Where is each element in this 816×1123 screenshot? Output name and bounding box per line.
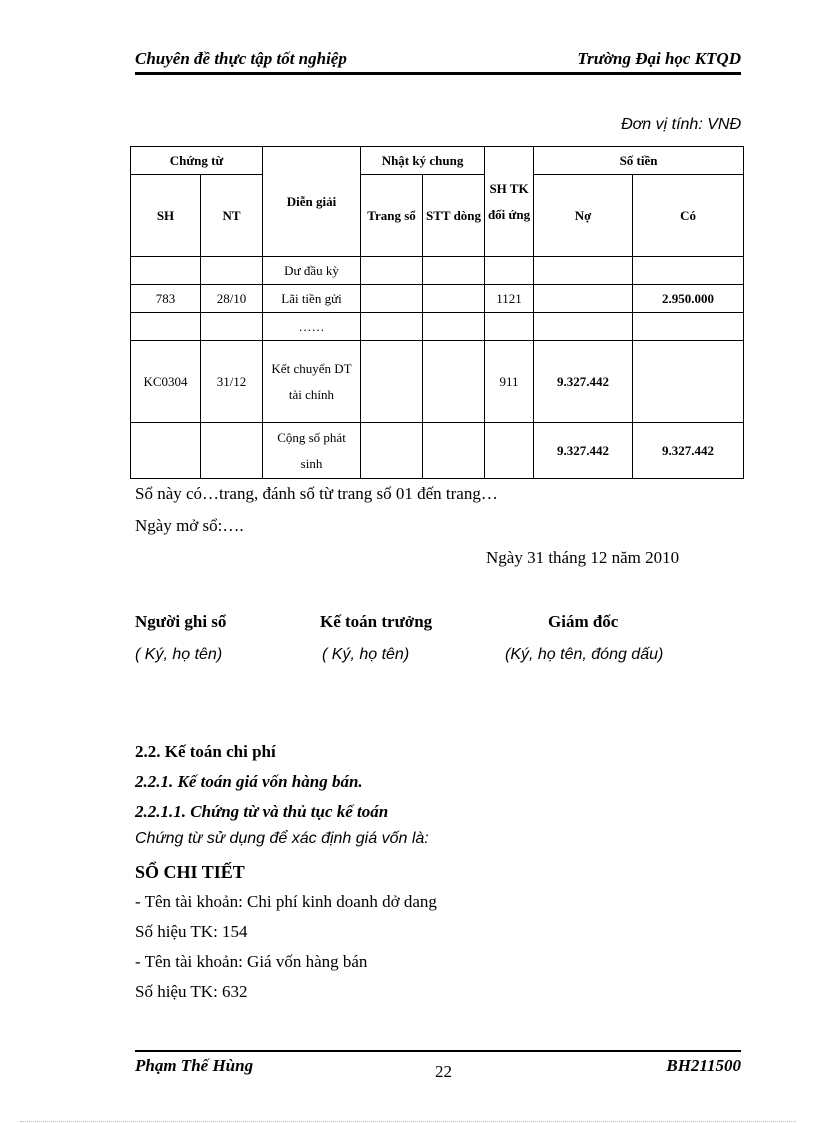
cell-diengiai: Cộng số phát sinh — [263, 423, 361, 479]
table-row — [131, 423, 744, 479]
cell-tk: 911 — [485, 341, 534, 423]
cell-stt — [423, 423, 485, 479]
th-chungtu: Chứng từ — [131, 147, 263, 175]
sign-date: Ngày 31 tháng 12 năm 2010 — [486, 548, 680, 567]
section-heading-2-2-1-1: 2.2.1.1. Chứng từ và thủ tục kế toán — [135, 802, 389, 821]
th-no: Nợ — [534, 175, 633, 257]
cell-sh — [131, 257, 201, 285]
cell-nt — [201, 423, 263, 479]
cell-co — [633, 341, 744, 423]
header-rule — [135, 74, 741, 75]
cell-diengiai: Dư đầu kỳ — [263, 257, 361, 285]
cell-trang — [361, 313, 423, 341]
cell-tk — [485, 423, 534, 479]
intro-text: Chứng từ sử dụng để xác định giá vốn là: — [135, 830, 429, 847]
cell-trang — [361, 423, 423, 479]
cell-sh: KC0304 — [131, 341, 201, 423]
cell-co — [633, 257, 744, 285]
th-trang: Trang sổ — [361, 175, 423, 257]
cell-sh — [131, 423, 201, 479]
signer-recorder: Người ghi sổ — [135, 612, 227, 631]
cell-nt: 28/10 — [201, 285, 263, 313]
footer-author: Phạm Thế Hùng — [135, 1056, 254, 1075]
signer-director-note: (Ký, họ tên, đóng dấu) — [505, 646, 664, 663]
th-diengiai: Diễn giải — [263, 147, 361, 257]
cell-stt — [423, 341, 485, 423]
signer-director: Giám đốc — [548, 612, 619, 631]
page-edge — [20, 1121, 796, 1122]
th-stt: STT dòng — [423, 175, 485, 257]
page-header — [135, 48, 741, 74]
ledger-title: SỔ CHI TIẾT — [135, 862, 245, 882]
cell-tk: 1121 — [485, 285, 534, 313]
page-footer — [135, 1050, 741, 1081]
footer-code: BH211500 — [666, 1056, 741, 1075]
cell-nt: 31/12 — [201, 341, 263, 423]
cell-trang — [361, 285, 423, 313]
th-sotien: Số tiền — [534, 147, 744, 175]
account-number-1: Số hiệu TK: 154 — [135, 922, 248, 941]
header-right: Trường Đại học KTQD — [577, 49, 741, 68]
cell-diengiai: …… — [263, 313, 361, 341]
cell-tk — [485, 313, 534, 341]
th-nt: NT — [201, 175, 263, 257]
signer-recorder-note: ( Ký, họ tên) — [135, 646, 223, 663]
section-heading-2-2: 2.2. Kế toán chi phí — [135, 742, 276, 761]
cell-co: 2.950.000 — [633, 285, 744, 313]
cell-no — [534, 313, 633, 341]
account-number-2: Số hiệu TK: 632 — [135, 982, 248, 1001]
cell-trang — [361, 257, 423, 285]
cell-nt — [201, 257, 263, 285]
cell-stt — [423, 285, 485, 313]
cell-co: 9.327.442 — [633, 423, 744, 479]
signer-chief-accountant: Kế toán trưởng — [320, 612, 433, 631]
cell-nt — [201, 313, 263, 341]
header-left: Chuyên đề thực tập tốt nghiệp — [135, 49, 347, 68]
cell-tk — [485, 257, 534, 285]
account-name-2: - Tên tài khoản: Giá vốn hàng bán — [135, 952, 368, 971]
cell-no: 9.327.442 — [534, 423, 633, 479]
cell-diengiai: Kết chuyển DT tài chính — [263, 341, 361, 423]
cell-co — [633, 313, 744, 341]
table-row — [131, 341, 744, 423]
cell-sh — [131, 313, 201, 341]
note-pages: Sổ này có…trang, đánh số từ trang số 01 đến trang… — [135, 484, 498, 503]
signer-chief-accountant-note: ( Ký, họ tên) — [322, 646, 410, 663]
ledger-table — [130, 146, 744, 479]
th-sh: SH — [131, 175, 201, 257]
account-name-1: - Tên tài khoản: Chi phí kinh doanh dở dang — [135, 892, 437, 911]
cell-no — [534, 257, 633, 285]
cell-diengiai: Lãi tiền gửi — [263, 285, 361, 313]
table-row — [131, 257, 744, 285]
th-nkc: Nhật ký chung — [361, 147, 485, 175]
th-shtk: SH TK đối ứng — [485, 147, 534, 257]
cell-stt — [423, 257, 485, 285]
page-number: 22 — [435, 1062, 452, 1081]
th-co: Có — [633, 175, 744, 257]
cell-no — [534, 285, 633, 313]
cell-sh: 783 — [131, 285, 201, 313]
table-row — [131, 313, 744, 341]
cell-trang — [361, 341, 423, 423]
note-open-date: Ngày mở sổ:…. — [135, 516, 244, 535]
table-row — [131, 285, 744, 313]
cell-no: 9.327.442 — [534, 341, 633, 423]
cell-stt — [423, 313, 485, 341]
unit-label: Đơn vị tính: VNĐ — [621, 116, 741, 133]
section-heading-2-2-1: 2.2.1. Kế toán giá vốn hàng bán. — [135, 772, 363, 791]
